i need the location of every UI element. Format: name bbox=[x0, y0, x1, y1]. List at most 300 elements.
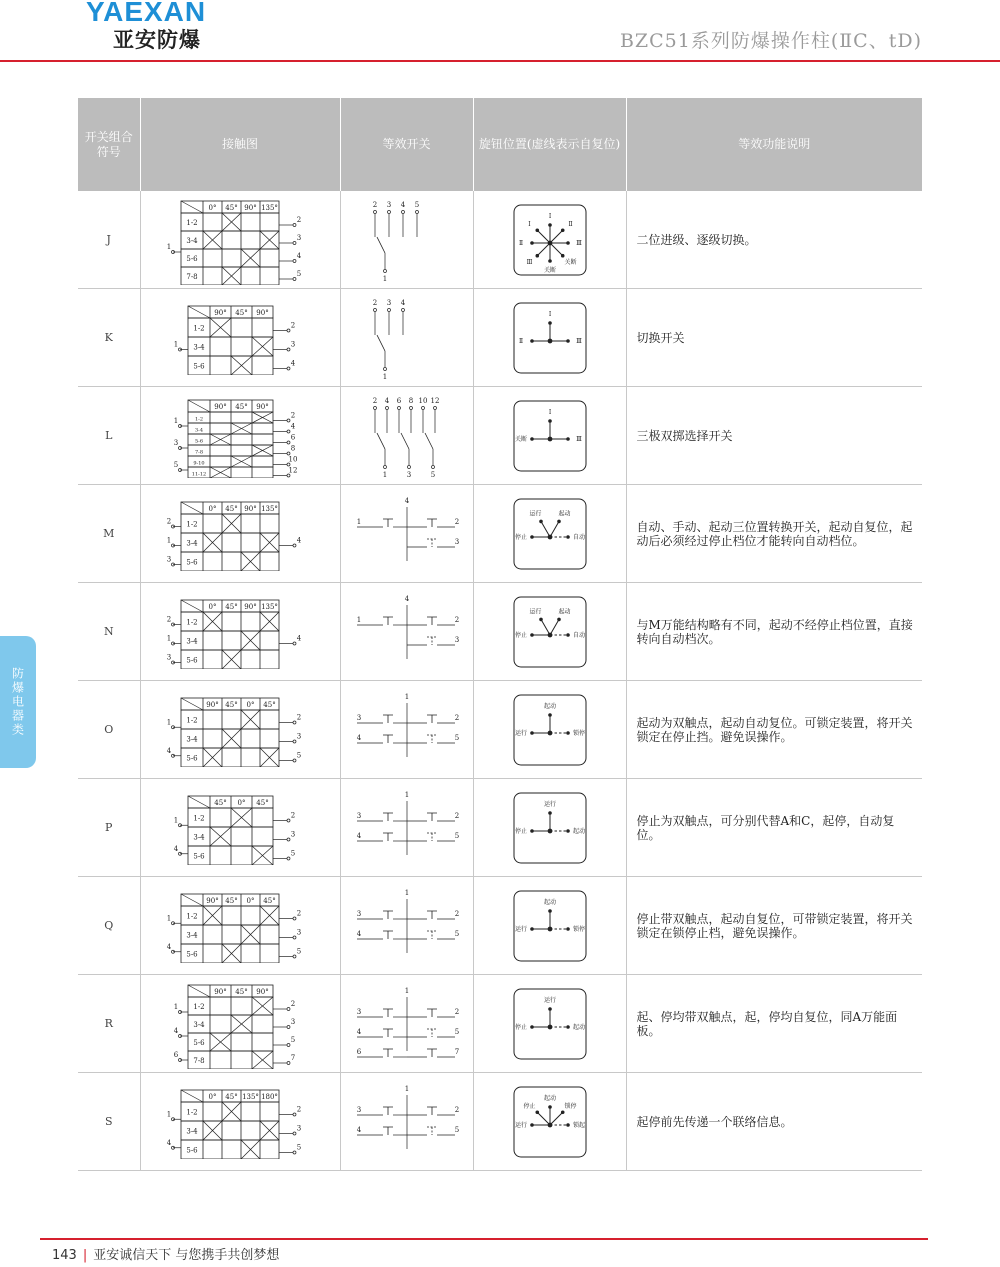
push-button-symbol bbox=[383, 911, 393, 919]
knob-position-diagram bbox=[512, 693, 588, 767]
switch-terminal-label: 6 bbox=[396, 396, 401, 405]
terminal-label: 3 bbox=[296, 732, 302, 741]
terminal-dot bbox=[433, 406, 436, 409]
contact-pair-label: 5-6 bbox=[192, 1038, 205, 1047]
switch-terminal-label: 4 bbox=[356, 1027, 361, 1036]
switch-terminal-label: 1 bbox=[404, 692, 409, 701]
table-row bbox=[78, 191, 922, 289]
push-button-symbol bbox=[383, 1029, 393, 1037]
knob-position-label: 起动 bbox=[543, 1094, 556, 1102]
equivalent-switch-diagram bbox=[347, 491, 467, 577]
terminal-label: 3 bbox=[166, 555, 172, 564]
angle-label: 45° bbox=[225, 505, 238, 513]
contact-diagram bbox=[163, 888, 317, 963]
push-button-symbol bbox=[427, 1009, 437, 1017]
push-button-symbol bbox=[383, 1049, 393, 1057]
knob-position-label: Ⅱ bbox=[518, 337, 523, 345]
contact-pair-label: 1-2 bbox=[186, 912, 198, 921]
contact-pair-label: 1-2 bbox=[192, 814, 205, 823]
terminal-label: 6 bbox=[290, 433, 295, 441]
terminal-dot bbox=[401, 210, 404, 213]
knob-position-label: Ⅰ bbox=[548, 408, 551, 416]
switch-terminal-label: 3 bbox=[386, 200, 391, 209]
terminal-dot bbox=[287, 1043, 290, 1046]
col-header-switch: 等效开关 bbox=[340, 98, 473, 191]
switch-terminal-label: 2 bbox=[454, 1105, 459, 1114]
terminal-label: 5 bbox=[296, 1143, 302, 1152]
header-diagonal bbox=[181, 894, 203, 906]
push-button-symbol bbox=[427, 1127, 437, 1135]
terminal-dot bbox=[383, 367, 386, 370]
knob-position-label: 停止 bbox=[514, 631, 527, 639]
terminal-dot bbox=[293, 259, 296, 262]
knob-position-dot bbox=[530, 1123, 534, 1127]
knob-position-dot bbox=[560, 228, 564, 232]
knob-position-label: 起动 bbox=[543, 898, 556, 906]
knob-position-label: 锁起 bbox=[572, 1121, 585, 1129]
knob-position-dot bbox=[566, 1025, 570, 1029]
contact-pair-label: 1-2 bbox=[192, 1002, 205, 1011]
contact-diagram bbox=[163, 692, 317, 767]
push-button-symbol bbox=[383, 833, 393, 841]
switch-terminal-label: 1 bbox=[382, 470, 387, 479]
terminal-dot bbox=[373, 210, 376, 213]
knob-position-dot bbox=[566, 535, 570, 539]
terminal-dot bbox=[387, 210, 390, 213]
switch-terminal-label: 3 bbox=[356, 811, 361, 820]
contact-pair-label: 5-6 bbox=[186, 754, 198, 763]
terminal-label: 4 bbox=[166, 746, 172, 755]
angle-label: 45° bbox=[234, 309, 248, 317]
contact-diagram bbox=[170, 790, 311, 865]
terminal-label: 2 bbox=[166, 517, 172, 526]
switch-terminal-label: 5 bbox=[454, 1027, 459, 1036]
terminal-label: 1 bbox=[166, 914, 172, 923]
switch-terminal-label: 1 bbox=[404, 986, 409, 995]
contact-pair-label: 1-2 bbox=[186, 618, 198, 627]
angle-label: 0° bbox=[208, 603, 217, 611]
contact-pair-label: 1-2 bbox=[186, 520, 198, 529]
terminal-label: 4 bbox=[173, 1026, 178, 1035]
terminal-label: 5 bbox=[296, 751, 302, 760]
push-button-symbol bbox=[427, 931, 437, 939]
push-button-symbol bbox=[427, 1107, 437, 1115]
page-title: BZC51系列防爆操作柱(ⅡC、tD) bbox=[619, 30, 922, 52]
terminal-dot bbox=[421, 406, 424, 409]
terminal-label: 4 bbox=[296, 251, 302, 260]
function-description: 起停前先传递一个联络信息。 bbox=[626, 1073, 922, 1171]
knob-position-dot bbox=[557, 519, 561, 523]
terminal-dot bbox=[293, 1151, 296, 1154]
terminal-dot bbox=[293, 917, 296, 920]
table-row bbox=[78, 681, 922, 779]
angle-label: 45° bbox=[225, 603, 238, 611]
terminal-dot bbox=[383, 465, 386, 468]
terminal-dot bbox=[385, 406, 388, 409]
angle-label: 45° bbox=[263, 897, 276, 905]
knob-position-label: Ⅱ bbox=[567, 220, 573, 228]
terminal-dot bbox=[287, 367, 290, 370]
contact-pair-label: 7-8 bbox=[186, 272, 198, 281]
terminal-dot bbox=[287, 430, 290, 433]
angle-label: 90° bbox=[244, 203, 257, 212]
knob-position-dot bbox=[530, 731, 534, 735]
terminal-label: 1 bbox=[166, 718, 172, 727]
terminal-label: 3 bbox=[290, 830, 295, 839]
function-description: 自动、手动、起动三位置转换开关，起动自复位，起动后必须经过停止档位才能转向自动档位。 bbox=[626, 485, 922, 583]
table-row bbox=[78, 877, 922, 975]
knob-position-label: 起动 bbox=[572, 827, 585, 835]
equivalent-switch-diagram bbox=[347, 295, 467, 381]
col-header-code: 开关组合符号 bbox=[78, 98, 140, 191]
contact-diagram bbox=[163, 594, 317, 669]
terminal-label: 3 bbox=[290, 340, 295, 349]
contact-diagram bbox=[170, 979, 311, 1069]
terminal-dot bbox=[293, 642, 296, 645]
knob-position-dot bbox=[566, 339, 570, 343]
terminal-label: 2 bbox=[296, 1105, 302, 1114]
switch-code: M bbox=[78, 485, 140, 583]
terminal-dot bbox=[293, 759, 296, 762]
switch-terminal-label: 2 bbox=[454, 909, 459, 918]
push-button-symbol bbox=[427, 813, 437, 821]
knob-position-dot bbox=[530, 1025, 534, 1029]
angle-label: 135° bbox=[261, 203, 278, 212]
knob-position-dot bbox=[566, 437, 570, 441]
push-button-symbol bbox=[383, 519, 393, 527]
switch-terminal-label: 1 bbox=[404, 790, 409, 799]
terminal-label: 4 bbox=[166, 942, 172, 951]
page-number: 143 bbox=[52, 1248, 77, 1263]
switch-code: Q bbox=[78, 877, 140, 975]
switch-terminal-label: 3 bbox=[356, 1007, 361, 1016]
switch-terminal-label: 3 bbox=[356, 909, 361, 918]
contact-pair-label: 5-6 bbox=[192, 362, 205, 371]
footer-slogan: 亚安诚信天下 与您携手共创梦想 bbox=[93, 1248, 280, 1263]
knob-position-dot bbox=[535, 1110, 539, 1114]
header-diagonal bbox=[181, 201, 203, 213]
contact-pair-label: 9-10 bbox=[192, 460, 205, 466]
terminal-label: 3 bbox=[296, 233, 302, 242]
terminal-label: 10 bbox=[288, 455, 297, 463]
contact-pair-label: 3-4 bbox=[186, 931, 198, 940]
switch-terminal-label: 2 bbox=[454, 713, 459, 722]
equivalent-switch-diagram bbox=[347, 197, 467, 283]
knob-position-dot bbox=[548, 1105, 552, 1109]
knob-position-diagram bbox=[512, 1085, 588, 1159]
knob-position-label: Ⅲ bbox=[575, 239, 582, 247]
side-category-tab[interactable] bbox=[0, 636, 36, 768]
push-button-symbol bbox=[383, 715, 393, 723]
switch-code: K bbox=[78, 289, 140, 387]
contact-pair-label: 1-2 bbox=[192, 324, 205, 333]
knob-position-dot bbox=[566, 927, 570, 931]
contact-pair-label: 3-4 bbox=[186, 735, 198, 744]
push-button-symbol bbox=[383, 1107, 393, 1115]
terminal-dot bbox=[407, 465, 410, 468]
knob-position-dot bbox=[530, 829, 534, 833]
knob-position-label: 运行 bbox=[543, 800, 556, 808]
terminal-dot bbox=[293, 936, 296, 939]
knob-position-dot bbox=[560, 253, 564, 257]
function-description: 二位进级、逐级切换。 bbox=[626, 191, 922, 289]
switch-terminal-label: 3 bbox=[386, 298, 391, 307]
knob-position-label: 起动 bbox=[557, 608, 571, 616]
table-row bbox=[78, 387, 922, 485]
knob-position-dot bbox=[535, 228, 539, 232]
switch-terminal-label: 12 bbox=[430, 396, 439, 405]
angle-label: 90° bbox=[213, 309, 227, 317]
knob-position-label: 起动 bbox=[572, 1023, 585, 1031]
angle-label: 0° bbox=[246, 897, 255, 905]
angle-label: 45° bbox=[213, 799, 227, 807]
table-row bbox=[78, 1073, 922, 1171]
header-diagonal bbox=[188, 400, 210, 412]
knob-position-label: 运行 bbox=[514, 729, 527, 737]
header-diagonal bbox=[181, 698, 203, 710]
switch-terminal-label: 3 bbox=[356, 713, 361, 722]
terminal-label: 2 bbox=[166, 615, 172, 624]
switch-terminal-label: 1 bbox=[356, 517, 361, 526]
switch-code: R bbox=[78, 975, 140, 1073]
table-row bbox=[78, 975, 922, 1073]
contact-pair-label: 11-12 bbox=[191, 471, 206, 477]
push-button-symbol bbox=[427, 911, 437, 919]
switch-terminal-label: 4 bbox=[400, 298, 405, 307]
terminal-dot bbox=[287, 441, 290, 444]
angle-label: 0° bbox=[208, 1093, 217, 1101]
terminal-dot bbox=[287, 857, 290, 860]
switch-terminal-label: 2 bbox=[454, 811, 459, 820]
side-tab-label: 防爆电器类 bbox=[10, 667, 25, 737]
table-row bbox=[78, 583, 922, 681]
switch-terminal-label: 1 bbox=[382, 372, 387, 381]
contact-pair-label: 3-4 bbox=[186, 637, 198, 646]
footer-divider bbox=[40, 1238, 928, 1240]
switch-code: J bbox=[78, 191, 140, 289]
switch-blade bbox=[377, 237, 385, 253]
contact-diagram bbox=[163, 195, 317, 285]
header-diagonal bbox=[181, 502, 203, 514]
col-header-function: 等效功能说明 bbox=[626, 98, 922, 191]
knob-position-label: 停止 bbox=[514, 1023, 527, 1031]
contact-pair-label: 7-8 bbox=[192, 1056, 205, 1065]
footer-separator: | bbox=[82, 1248, 88, 1263]
contact-pair-label: 1-2 bbox=[186, 716, 198, 725]
switch-terminal-label: 2 bbox=[372, 200, 377, 209]
knob-position-dot bbox=[548, 713, 552, 717]
knob-position-label: 锁停 bbox=[563, 1102, 577, 1110]
switch-terminal-label: 5 bbox=[454, 929, 459, 938]
switch-terminal-label: 4 bbox=[384, 396, 389, 405]
switch-terminal-label: 7 bbox=[454, 1047, 459, 1056]
knob-position-dot bbox=[530, 633, 534, 637]
knob-position-diagram bbox=[512, 595, 588, 669]
header-divider bbox=[0, 60, 1000, 62]
knob-position-label: 起动 bbox=[543, 702, 556, 710]
switch-code: L bbox=[78, 387, 140, 485]
terminal-dot bbox=[415, 210, 418, 213]
header-diagonal bbox=[188, 985, 210, 997]
equivalent-switch-diagram bbox=[347, 687, 467, 773]
knob-position-diagram bbox=[512, 203, 588, 277]
switch-terminal-label: 1 bbox=[404, 888, 409, 897]
switch-terminal-label: 2 bbox=[454, 1007, 459, 1016]
terminal-label: 2 bbox=[290, 321, 295, 330]
knob-position-dot bbox=[548, 321, 552, 325]
knob-position-diagram bbox=[512, 987, 588, 1061]
terminal-label: 8 bbox=[290, 444, 295, 452]
knob-position-label: 自动 bbox=[572, 533, 585, 541]
switch-spec-table bbox=[78, 98, 922, 1171]
contact-diagram bbox=[170, 394, 311, 478]
switch-terminal-label: 4 bbox=[356, 929, 361, 938]
terminal-label: 4 bbox=[296, 634, 302, 643]
function-description: 停止为双触点，可分别代替A和C，起停，自动复位。 bbox=[626, 779, 922, 877]
knob-position-dot bbox=[566, 1123, 570, 1127]
knob-position-label: Ⅰ bbox=[548, 212, 551, 220]
contact-pair-label: 7-8 bbox=[194, 449, 203, 455]
terminal-label: 3 bbox=[173, 438, 178, 447]
push-button-symbol bbox=[427, 833, 437, 841]
terminal-dot bbox=[287, 419, 290, 422]
header-diagonal bbox=[181, 600, 203, 612]
angle-label: 0° bbox=[237, 799, 245, 807]
table-row bbox=[78, 289, 922, 387]
knob-position-dot bbox=[530, 437, 534, 441]
terminal-dot bbox=[293, 1132, 296, 1135]
push-button-symbol bbox=[427, 637, 437, 645]
push-button-symbol bbox=[383, 735, 393, 743]
push-button-symbol bbox=[427, 735, 437, 743]
terminal-label: 5 bbox=[296, 269, 302, 278]
angle-label: 90° bbox=[255, 987, 269, 996]
angle-label: 0° bbox=[246, 701, 255, 709]
terminal-label: 1 bbox=[166, 1110, 172, 1119]
angle-label: 90° bbox=[213, 987, 227, 996]
terminal-label: 1 bbox=[173, 416, 178, 425]
table-header-row bbox=[78, 98, 922, 191]
angle-label: 45° bbox=[255, 799, 269, 807]
terminal-dot bbox=[293, 955, 296, 958]
knob-position-dot bbox=[539, 519, 543, 523]
angle-label: 180° bbox=[261, 1093, 278, 1101]
angle-label: 135° bbox=[261, 505, 278, 513]
terminal-dot bbox=[409, 406, 412, 409]
terminal-dot bbox=[287, 838, 290, 841]
terminal-label: 2 bbox=[290, 411, 295, 419]
knob-position-label: Ⅰ bbox=[548, 310, 551, 318]
terminal-label: 1 bbox=[166, 242, 172, 251]
knob-position-dot bbox=[566, 829, 570, 833]
switch-code: S bbox=[78, 1073, 140, 1171]
brand-logo-cn: 亚安防爆 bbox=[113, 28, 201, 52]
contact-diagram bbox=[170, 300, 311, 375]
terminal-dot bbox=[383, 269, 386, 272]
angle-label: 90° bbox=[206, 701, 219, 709]
push-button-symbol bbox=[427, 539, 437, 547]
terminal-dot bbox=[401, 308, 404, 311]
knob-position-dot bbox=[566, 633, 570, 637]
switch-terminal-label: 10 bbox=[418, 396, 427, 405]
knob-position-dot bbox=[548, 811, 552, 815]
terminal-dot bbox=[287, 819, 290, 822]
knob-position-label: Ⅱ bbox=[518, 239, 523, 247]
terminal-dot bbox=[387, 308, 390, 311]
terminal-label: 1 bbox=[166, 634, 172, 643]
switch-code: P bbox=[78, 779, 140, 877]
knob-position-label: 运行 bbox=[514, 1121, 527, 1129]
contact-pair-label: 5-6 bbox=[194, 438, 203, 444]
switch-blade bbox=[401, 433, 409, 449]
push-button-symbol bbox=[427, 617, 437, 625]
switch-terminal-label: 2 bbox=[454, 615, 459, 624]
knob-position-dot bbox=[548, 259, 552, 263]
knob-position-label: 停止 bbox=[514, 827, 527, 835]
terminal-dot bbox=[287, 329, 290, 332]
knob-position-label: 关断 bbox=[543, 266, 556, 274]
knob-position-label: 停止 bbox=[522, 1102, 536, 1110]
terminal-label: 4 bbox=[166, 1138, 172, 1147]
push-button-symbol bbox=[383, 617, 393, 625]
switch-terminal-label: 6 bbox=[356, 1047, 361, 1056]
table-row bbox=[78, 485, 922, 583]
header-diagonal bbox=[181, 1090, 203, 1102]
angle-label: 90° bbox=[255, 402, 269, 411]
angle-label: 45° bbox=[263, 701, 276, 709]
equivalent-switch-diagram bbox=[347, 785, 467, 871]
angle-label: 45° bbox=[234, 987, 248, 996]
angle-label: 90° bbox=[206, 897, 219, 905]
knob-position-label: 运行 bbox=[543, 996, 556, 1004]
knob-position-dot bbox=[530, 339, 534, 343]
function-description: 与M万能结构略有不同，起动不经停止档位置，直接转向自动档次。 bbox=[626, 583, 922, 681]
switch-terminal-label: 4 bbox=[404, 496, 409, 505]
knob-position-label: Ⅲ bbox=[575, 337, 582, 345]
terminal-label: 4 bbox=[173, 844, 178, 853]
switch-terminal-label: 5 bbox=[414, 200, 419, 209]
contact-pair-label: 1-2 bbox=[186, 218, 198, 227]
knob-position-dot bbox=[548, 1007, 552, 1011]
angle-label: 0° bbox=[208, 505, 217, 513]
switch-blade bbox=[377, 433, 385, 449]
switch-terminal-label: 3 bbox=[454, 635, 459, 644]
push-button-symbol bbox=[427, 715, 437, 723]
switch-terminal-label: 2 bbox=[372, 298, 377, 307]
switch-terminal-label: 1 bbox=[404, 1084, 409, 1093]
knob-position-label: Ⅲ bbox=[575, 435, 582, 443]
contact-pair-label: 3-4 bbox=[192, 1020, 205, 1029]
knob-position-dot bbox=[548, 223, 552, 227]
switch-terminal-label: 2 bbox=[372, 396, 377, 405]
switch-terminal-label: 5 bbox=[454, 831, 459, 840]
header-diagonal bbox=[188, 306, 210, 318]
terminal-label: 2 bbox=[296, 713, 302, 722]
push-button-symbol bbox=[427, 1049, 437, 1057]
angle-label: 45° bbox=[234, 402, 248, 411]
knob-position-label: 运行 bbox=[528, 510, 542, 518]
equivalent-switch-diagram bbox=[347, 883, 467, 969]
switch-terminal-label: 3 bbox=[356, 1105, 361, 1114]
knob-position-dot bbox=[557, 617, 561, 621]
terminal-dot bbox=[431, 465, 434, 468]
knob-position-dot bbox=[560, 1110, 564, 1114]
knob-position-diagram bbox=[512, 889, 588, 963]
angle-label: 90° bbox=[244, 603, 257, 611]
terminal-dot bbox=[293, 740, 296, 743]
knob-position-dot bbox=[535, 253, 539, 257]
header-diagonal bbox=[188, 796, 210, 808]
